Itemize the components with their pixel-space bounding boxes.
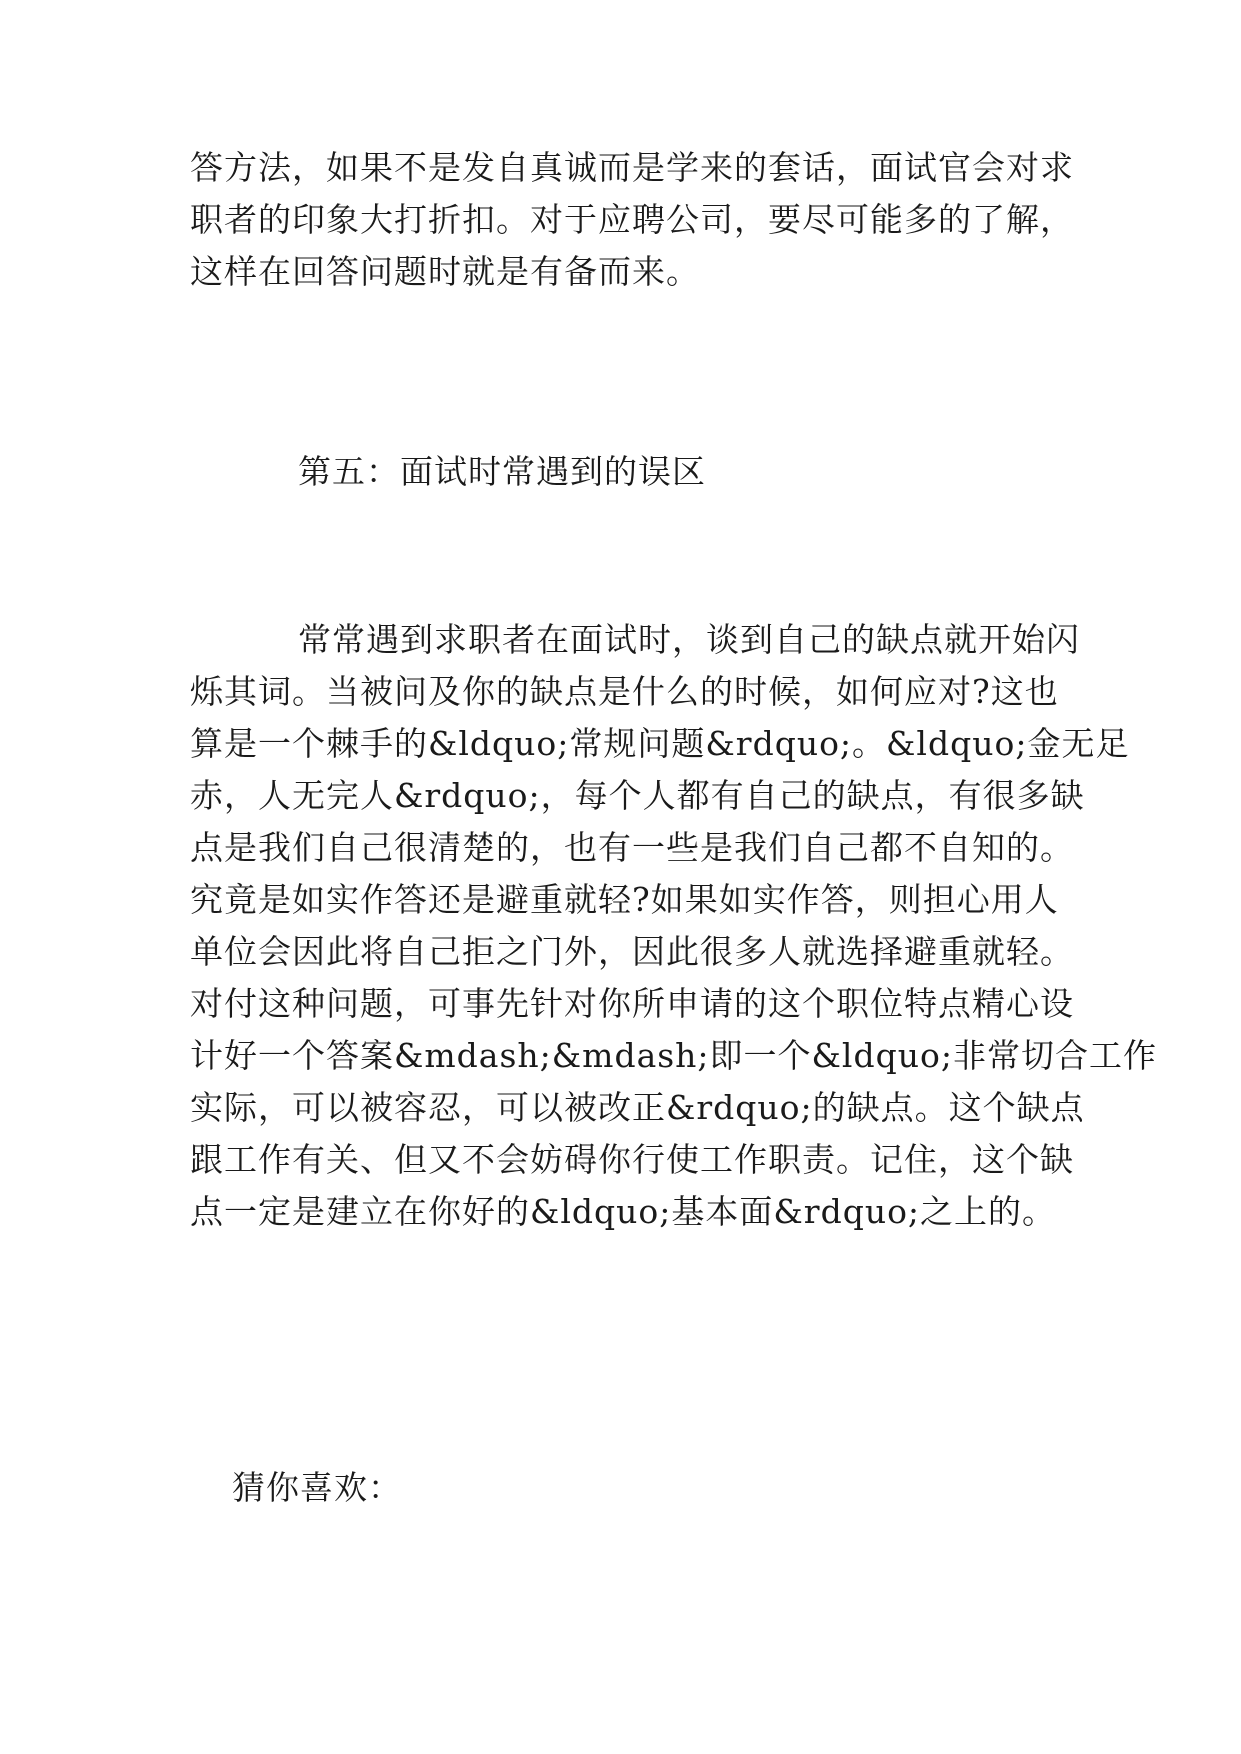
- paragraph-main-line: 烁其词。当被问及你的缺点是什么的时候，如何应对?这也: [190, 672, 1059, 711]
- paragraph-top-line: 这样在回答问题时就是有备而来。: [190, 252, 700, 291]
- paragraph-top-line: 职者的印象大打折扣。对于应聘公司，要尽可能多的了解，: [190, 200, 1074, 239]
- paragraph-main-line: 实际，可以被容忍，可以被改正&rdquo;的缺点。这个缺点: [190, 1088, 1085, 1127]
- paragraph-main-line: 常常遇到求职者在面试时，谈到自己的缺点就开始闪: [298, 620, 1080, 659]
- paragraph-main-line: 点一定是建立在你好的&ldquo;基本面&rdquo;之上的。: [190, 1192, 1057, 1231]
- section-heading: 第五：面试时常遇到的误区: [298, 452, 706, 491]
- paragraph-top-line: 答方法，如果不是发自真诚而是学来的套话，面试官会对求: [190, 148, 1074, 187]
- paragraph-main-line: 究竟是如实作答还是避重就轻?如果如实作答，则担心用人: [190, 880, 1059, 919]
- paragraph-main-line: 单位会因此将自己拒之门外，因此很多人就选择避重就轻。: [190, 932, 1074, 971]
- paragraph-main-line: 计好一个答案&mdash;&mdash;即一个&ldquo;非常切合工作: [190, 1036, 1157, 1075]
- paragraph-main-line: 算是一个棘手的&ldquo;常规问题&rdquo;。&ldquo;金无足: [190, 724, 1130, 763]
- guess-you-like-heading: 猜你喜欢：: [232, 1468, 402, 1507]
- paragraph-main-line: 点是我们自己很清楚的，也有一些是我们自己都不自知的。: [190, 828, 1074, 867]
- paragraph-main-line: 跟工作有关、但又不会妨碍你行使工作职责。记住，这个缺: [190, 1140, 1074, 1179]
- paragraph-main-line: 赤，人无完人&rdquo;，每个人都有自己的缺点，有很多缺: [190, 776, 1085, 815]
- paragraph-main-line: 对付这种问题，可事先针对你所申请的这个职位特点精心设: [190, 984, 1074, 1023]
